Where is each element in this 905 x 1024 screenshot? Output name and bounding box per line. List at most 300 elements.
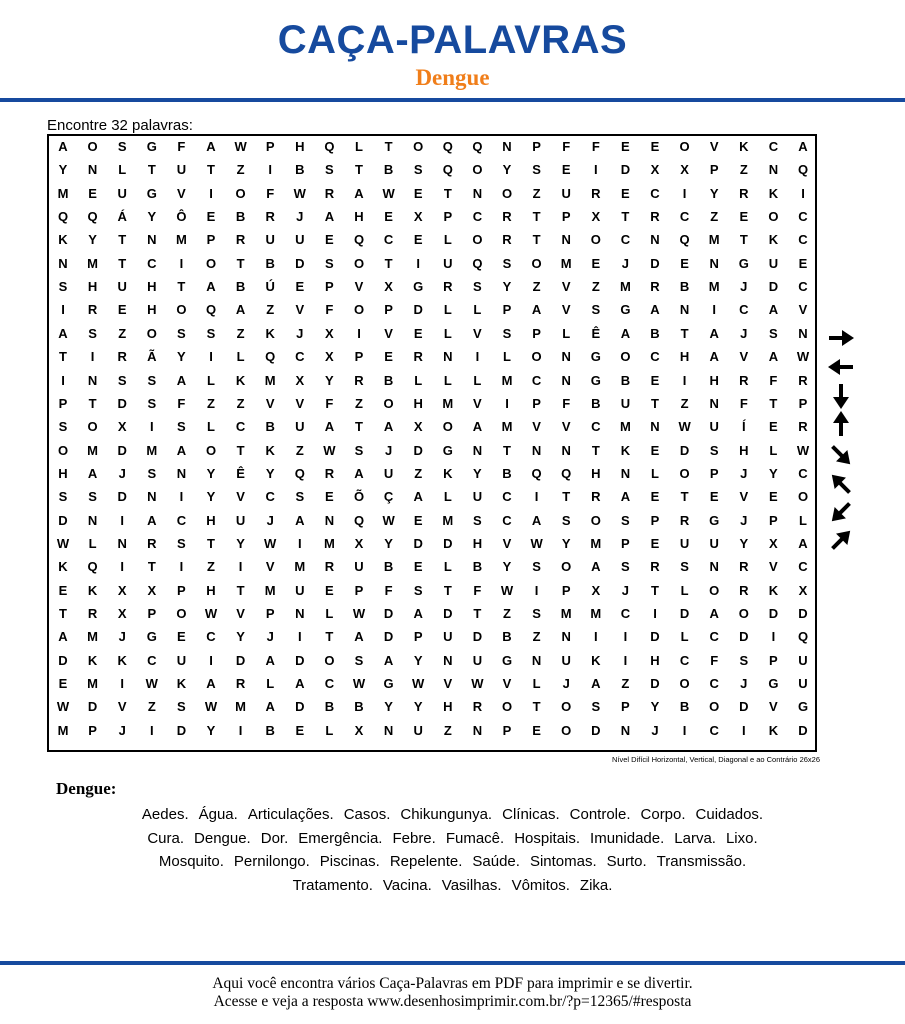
grid-letter: A: [591, 676, 601, 692]
grid-letter: Q: [353, 512, 365, 528]
grid-letter: P: [265, 606, 275, 621]
grid-letter: A: [206, 676, 216, 692]
grid-letter: V: [561, 279, 571, 295]
grid-letter: S: [532, 162, 541, 178]
grid-letter: O: [383, 395, 394, 411]
grid-letter: L: [325, 606, 334, 621]
grid-letter: R: [798, 372, 808, 388]
grid-letter: S: [88, 325, 97, 341]
grid-letter: Z: [147, 699, 156, 715]
grid-letter: I: [623, 652, 628, 668]
grid-letter: Q: [294, 465, 305, 481]
grid-letter: E: [798, 255, 808, 271]
grid-letter: A: [383, 419, 394, 435]
grid-letter: F: [325, 302, 334, 318]
word-list-heading: Dengue:: [56, 779, 117, 798]
grid-letter: D: [739, 629, 749, 645]
grid-letter: R: [354, 372, 364, 388]
grid-letter: W: [56, 699, 70, 715]
grid-letter: D: [620, 162, 631, 178]
grid-letter: G: [413, 279, 424, 295]
grid-letter: T: [355, 419, 363, 435]
grid-letter: D: [650, 255, 660, 271]
arrow-left-icon: [828, 359, 853, 375]
grid-letter: N: [443, 349, 453, 365]
grid-letter: M: [264, 372, 276, 388]
grid-letter: L: [443, 489, 452, 505]
grid-letter: C: [768, 139, 779, 154]
grid-letter: D: [117, 395, 127, 411]
grid-letter: J: [740, 512, 748, 528]
grid-letter: T: [739, 232, 748, 248]
grid-letter: L: [443, 325, 452, 341]
grid-letter: N: [620, 722, 631, 738]
word-list-item: Vacina.: [382, 876, 432, 894]
grid-letter: A: [709, 349, 719, 365]
grid-letter: A: [798, 535, 808, 551]
grid-letter: I: [416, 255, 420, 271]
grid-letter: G: [797, 699, 809, 715]
grid-letter: O: [531, 255, 542, 271]
grid-letter: H: [206, 582, 216, 598]
grid-letter: J: [118, 629, 126, 645]
grid-letter: A: [354, 185, 364, 201]
grid-letter: U: [443, 255, 453, 271]
grid-letter: U: [798, 652, 808, 668]
grid-letter: D: [798, 722, 808, 738]
grid-letter: R: [739, 185, 749, 201]
grid-letter: M: [235, 699, 247, 715]
grid-letter: L: [680, 629, 689, 645]
grid-letter: S: [58, 489, 68, 505]
grid-letter: Í: [741, 419, 746, 435]
grid-letter: D: [176, 722, 187, 738]
grid-letter: D: [413, 535, 423, 551]
grid-letter: M: [560, 606, 572, 621]
grid-letter: A: [620, 489, 631, 505]
grid-letter: W: [56, 535, 70, 551]
grid-letter: U: [176, 652, 187, 668]
grid-letter: P: [265, 139, 275, 154]
grid-letter: M: [87, 255, 99, 271]
grid-letter: T: [236, 442, 245, 458]
grid-letter: Y: [236, 535, 245, 551]
grid-letter: Z: [355, 395, 363, 411]
grid-letter: T: [236, 255, 245, 271]
grid-letter: X: [117, 582, 127, 598]
grid-letter: T: [59, 606, 67, 621]
grid-letter: W: [500, 582, 514, 598]
grid-letter: H: [709, 372, 719, 388]
grid-letter: L: [88, 535, 97, 551]
grid-letter: Q: [561, 465, 572, 481]
grid-letter: U: [176, 162, 187, 178]
grid-letter: U: [443, 629, 453, 645]
grid-letter: F: [739, 395, 748, 411]
grid-letter: W: [530, 535, 543, 551]
grid-letter: I: [61, 372, 65, 388]
grid-letter: S: [177, 699, 186, 715]
grid-letter: S: [591, 302, 601, 318]
grid-letter: L: [473, 372, 482, 388]
grid-letter: F: [562, 395, 571, 411]
grid-letter: D: [443, 606, 453, 621]
grid-letter: E: [206, 209, 216, 225]
grid-letter: K: [58, 232, 68, 248]
grid-letter: D: [472, 629, 483, 645]
grid-letter: A: [620, 325, 631, 341]
grid-letter: L: [355, 139, 363, 154]
grid-letter: A: [768, 349, 779, 365]
word-list-item: Cura.: [147, 829, 185, 847]
grid-letter: U: [235, 512, 246, 528]
word-list-item: Cuidados.: [695, 806, 764, 823]
grid-letter: F: [473, 582, 482, 598]
grid-letter: C: [709, 629, 719, 645]
grid-letter: Z: [295, 442, 304, 458]
grid-letter: C: [620, 232, 631, 248]
grid-letter: U: [117, 185, 127, 201]
grid-letter: M: [590, 535, 602, 551]
grid-letter: D: [591, 722, 601, 738]
grid-letter: N: [87, 512, 98, 528]
grid-letter: Z: [414, 465, 423, 481]
grid-letter: D: [383, 606, 394, 621]
grid-letter: C: [147, 255, 157, 271]
grid-letter: Q: [442, 139, 453, 154]
grid-letter: N: [709, 395, 719, 411]
grid-letter: X: [798, 582, 808, 598]
grid-letter: V: [354, 279, 364, 295]
grid-letter: D: [443, 535, 453, 551]
word-list-item: Sintomas.: [529, 853, 597, 870]
grid-letter: C: [798, 465, 808, 481]
grid-letter: S: [680, 559, 689, 575]
grid-letter: A: [235, 302, 246, 318]
grid-letter: N: [502, 139, 512, 154]
grid-letter: X: [591, 582, 601, 598]
grid-letter: T: [443, 185, 452, 201]
grid-letter: Ô: [176, 209, 187, 225]
grid-letter: S: [295, 489, 305, 505]
grid-letter: O: [679, 465, 690, 481]
grid-letter: V: [769, 699, 778, 715]
grid-letter: B: [679, 279, 690, 295]
word-list-item: Tratamento.: [292, 876, 373, 894]
grid-letter: O: [561, 699, 572, 715]
grid-letter: G: [501, 652, 513, 668]
grid-letter: L: [769, 442, 778, 458]
grid-letter: L: [473, 302, 482, 318]
grid-letter: Q: [87, 209, 98, 225]
grid-letter: D: [679, 606, 690, 621]
grid-letter: C: [265, 489, 275, 505]
grid-letter: W: [412, 676, 425, 692]
grid-letter: A: [472, 419, 483, 435]
grid-letter: T: [443, 582, 452, 598]
grid-letter: N: [472, 185, 483, 201]
grid-letter: O: [590, 232, 601, 248]
grid-letter: C: [739, 302, 749, 318]
grid-letter: G: [590, 372, 601, 388]
grid-letter: I: [682, 185, 687, 201]
grid-letter: A: [709, 325, 719, 341]
grid-letter: S: [739, 652, 749, 668]
grid-letter: D: [58, 652, 68, 668]
grid-letter: X: [680, 162, 689, 178]
grid-letter: C: [798, 559, 808, 575]
grid-letter: S: [473, 279, 482, 295]
grid-letter: M: [294, 559, 306, 575]
grid-letter: S: [58, 419, 68, 435]
word-list-item: Febre.: [392, 829, 436, 847]
grid-letter: B: [620, 372, 631, 388]
word-list-item: Hospitais.: [514, 829, 581, 847]
grid-letter: G: [442, 442, 453, 458]
word-list-item: Emergência.: [298, 829, 383, 847]
grid-letter: T: [88, 395, 97, 411]
word-list-line: [40, 803, 865, 827]
grid-letter: S: [532, 606, 541, 621]
grid-letter: B: [354, 699, 364, 715]
grid-letter: K: [87, 582, 98, 598]
grid-letter: Z: [532, 279, 541, 295]
grid-letter: F: [177, 139, 186, 154]
grid-letter: J: [266, 629, 274, 645]
grid-letter: A: [58, 139, 68, 154]
word-list-item: Vasilhas.: [441, 876, 502, 894]
grid-letter: O: [472, 232, 483, 248]
grid-letter: Z: [591, 279, 600, 295]
grid-letter: D: [235, 652, 246, 668]
grid-letter: G: [620, 302, 631, 318]
grid-letter: W: [204, 699, 218, 715]
grid-letter: Q: [57, 209, 69, 225]
grid-letter: T: [147, 559, 156, 575]
grid-letter: R: [117, 349, 127, 365]
grid-letter: B: [265, 722, 275, 738]
grid-letter: M: [590, 606, 602, 621]
word-list-item: Aedes.: [141, 806, 189, 823]
word-list-item: Articulações.: [247, 806, 334, 823]
grid-letter: W: [796, 349, 810, 365]
grid-letter: E: [58, 676, 68, 692]
grid-letter: S: [58, 279, 68, 295]
grid-letter: T: [532, 699, 541, 715]
grid-letter: G: [590, 349, 601, 365]
footer-line-2: Acesse e veja a resposta www.desenhosimprimir.com.br/?p=12365/#resposta: [213, 993, 692, 1010]
grid-letter: Õ: [353, 489, 365, 505]
grid-letter: E: [117, 302, 127, 318]
grid-letter: S: [591, 699, 601, 715]
grid-letter: X: [147, 582, 157, 598]
grid-letter: P: [709, 465, 719, 481]
grid-letter: V: [177, 185, 186, 201]
grid-letter: I: [682, 372, 687, 388]
grid-letter: V: [502, 535, 512, 551]
grid-letter: Y: [709, 185, 719, 201]
grid-letter: L: [680, 582, 689, 598]
grid-letter: N: [798, 325, 808, 341]
grid-letter: I: [90, 349, 95, 365]
arrow-up-left-icon: [826, 469, 855, 498]
grid-letter: Z: [236, 162, 245, 178]
grid-letter: C: [147, 652, 157, 668]
grid-letter: S: [177, 419, 186, 435]
grid-letter: J: [118, 465, 126, 481]
word-list-item: Transmissão.: [656, 853, 747, 870]
grid-letter: L: [799, 512, 807, 528]
grid-letter: E: [650, 372, 660, 388]
grid-letter: M: [708, 279, 720, 295]
grid-letter: B: [472, 559, 483, 575]
word-list-item: Larva.: [674, 829, 716, 847]
grid-letter: Y: [206, 465, 216, 481]
grid-letter: I: [209, 349, 213, 365]
grid-letter: A: [798, 139, 808, 154]
grid-letter: M: [264, 582, 276, 598]
grid-letter: H: [147, 279, 157, 295]
grid-letter: L: [562, 325, 571, 341]
grid-letter: K: [768, 722, 779, 738]
grid-letter: I: [771, 629, 776, 645]
grid-letter: S: [354, 652, 364, 668]
grid-letter: A: [87, 465, 98, 481]
grid-letter: E: [177, 629, 186, 645]
grid-letter: O: [620, 349, 631, 365]
grid-letter: I: [297, 629, 302, 645]
grid-letter: E: [650, 535, 660, 551]
grid-letter: T: [355, 162, 363, 178]
grid-letter: N: [768, 162, 779, 178]
grid-letter: N: [620, 465, 631, 481]
grid-letter: N: [443, 652, 453, 668]
grid-letter: E: [769, 419, 778, 435]
grid-letter: M: [708, 232, 720, 248]
word-list-item: Surto.: [606, 853, 647, 870]
grid-letter: O: [235, 185, 246, 201]
grid-letter: L: [207, 419, 215, 435]
grid-letter: B: [650, 325, 660, 341]
grid-letter: F: [177, 395, 186, 411]
grid-letter: D: [798, 606, 808, 621]
grid-letter: E: [621, 185, 630, 201]
grid-letter: V: [798, 302, 808, 318]
grid-letter: P: [709, 162, 719, 178]
grid-letter: O: [57, 442, 69, 458]
grid-letter: G: [768, 676, 779, 692]
grid-letter: B: [235, 209, 246, 225]
grid-letter: T: [621, 209, 630, 225]
grid-letter: T: [384, 139, 393, 154]
grid-letter: P: [58, 395, 68, 411]
grid-letter: A: [354, 465, 364, 481]
grid-letter: A: [295, 512, 305, 528]
grid-letter: E: [58, 582, 68, 598]
footer-line-1: Aqui você encontra vários Caça-Palavras em PDF para imprimir e se divertir.: [212, 975, 693, 992]
page-title: CAÇA-PALAVRAS: [277, 18, 628, 62]
grid-letter: N: [709, 559, 719, 575]
grid-letter: B: [295, 162, 305, 178]
grid-letter: C: [502, 489, 512, 505]
grid-letter: P: [532, 395, 541, 411]
grid-letter: A: [591, 559, 601, 575]
grid-letter: K: [265, 442, 275, 458]
grid-letter: Z: [236, 395, 245, 411]
word-list-item: Zika.: [579, 876, 613, 894]
grid-letter: Q: [324, 139, 335, 154]
grid-letter: L: [266, 676, 275, 692]
grid-letter: I: [505, 395, 509, 411]
grid-letter: H: [472, 535, 483, 551]
grid-letter: P: [502, 302, 512, 318]
grid-letter: T: [680, 325, 689, 341]
grid-letter: H: [650, 652, 660, 668]
grid-letter: A: [768, 302, 779, 318]
grid-letter: K: [87, 652, 98, 668]
arrow-right-icon: [829, 330, 854, 346]
grid-letter: J: [384, 442, 393, 458]
grid-letter: Y: [650, 699, 660, 715]
grid-letter: Y: [206, 722, 216, 738]
grid-letter: H: [443, 699, 453, 715]
grid-letter: C: [502, 512, 512, 528]
grid-letter: T: [147, 162, 156, 178]
grid-letter: C: [709, 676, 719, 692]
grid-letter: I: [209, 185, 213, 201]
grid-letter: H: [295, 139, 305, 154]
grid-letter: K: [768, 232, 779, 248]
grid-letter: E: [413, 185, 423, 201]
grid-letter: A: [324, 419, 335, 435]
grid-letter: M: [57, 185, 69, 201]
grid-letter: O: [679, 139, 690, 154]
grid-letter: I: [534, 489, 539, 505]
grid-letter: V: [561, 419, 571, 435]
word-list-line: [40, 827, 865, 851]
grid-letter: V: [443, 676, 453, 692]
grid-letter: K: [58, 559, 68, 575]
grid-letter: C: [295, 349, 305, 365]
grid-letter: J: [296, 325, 304, 341]
grid-letter: X: [325, 349, 334, 365]
grid-letter: Q: [87, 559, 98, 575]
grid-letter: U: [679, 535, 690, 551]
grid-letter: O: [709, 699, 720, 715]
grid-letter: U: [798, 676, 808, 692]
header-divider: [0, 98, 905, 102]
grid-letter: U: [768, 255, 779, 271]
grid-letter: Z: [710, 209, 719, 225]
grid-letter: I: [297, 535, 302, 551]
grid-letter: T: [118, 232, 127, 248]
grid-letter: P: [769, 652, 778, 668]
grid-letter: R: [324, 185, 335, 201]
grid-letter: V: [236, 606, 245, 621]
grid-letter: M: [57, 722, 69, 738]
grid-letter: I: [801, 185, 805, 201]
grid-letter: N: [679, 302, 690, 318]
grid-letter: Y: [413, 652, 423, 668]
grid-letter: A: [413, 489, 423, 505]
grid-letter: R: [472, 699, 483, 715]
grid-letter: Y: [413, 699, 423, 715]
grid-letter: W: [234, 139, 247, 154]
grid-letter: A: [265, 652, 275, 668]
grid-letter: R: [265, 209, 275, 225]
grid-letter: T: [680, 489, 689, 505]
grid-letter: J: [562, 676, 570, 692]
